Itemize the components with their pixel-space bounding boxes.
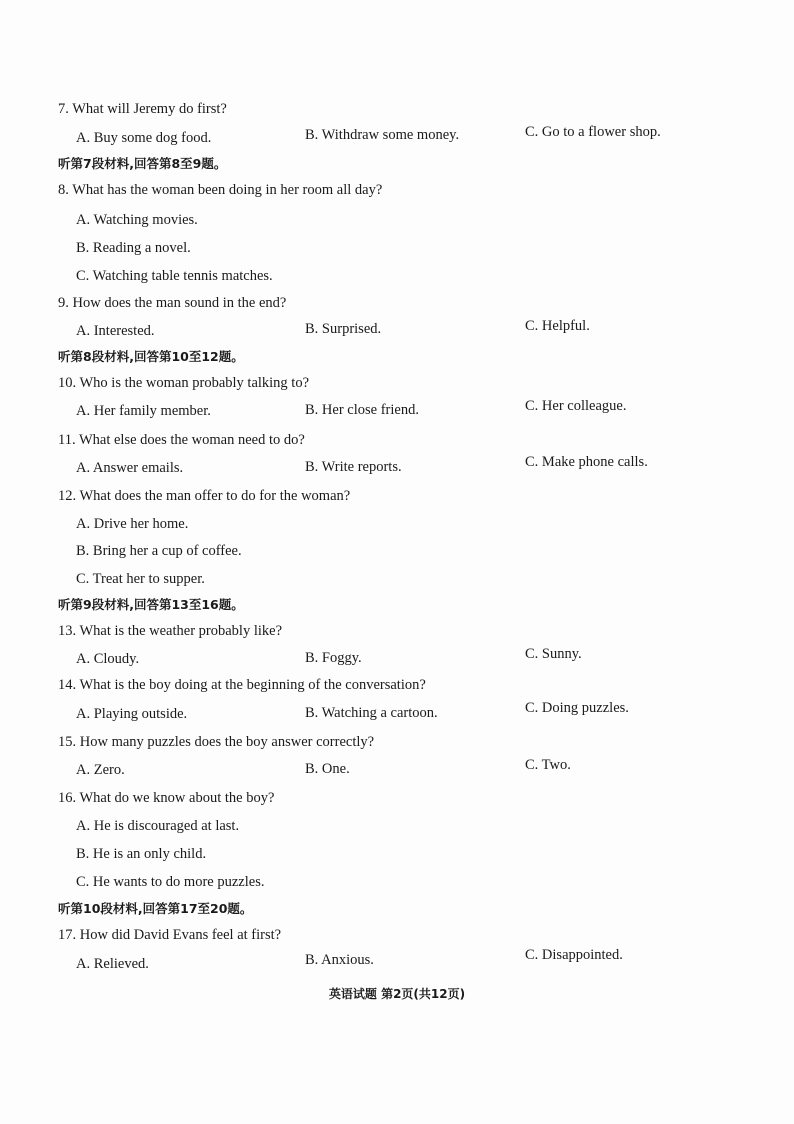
question-10-option-c: C. Her colleague. [525,398,627,414]
question-12-option-c: C. Treat her to supper. [76,571,205,587]
question-11-option-c: C. Make phone calls. [525,454,648,470]
section-header-8: 听第8段材料,回答第10至12题。 [58,349,244,364]
question-16-option-a: A. He is discouraged at last. [76,818,240,834]
question-10-option-b: B. Her close friend. [305,402,419,418]
question-16-stem: 16. What do we know about the boy? [58,790,275,806]
question-17-stem: 17. How did David Evans feel at first? [58,927,282,943]
question-13-option-b: B. Foggy. [305,650,362,666]
question-13-stem: 13. What is the weather probably like? [58,623,283,639]
question-7-option-c: C. Go to a flower shop. [525,124,661,140]
question-9-option-b: B. Surprised. [305,321,382,337]
question-9-option-c: C. Helpful. [525,318,590,334]
question-17-option-c: C. Disappointed. [525,947,623,963]
question-14-stem: 14. What is the boy doing at the beginning of the conversation? [58,677,426,693]
question-12-option-b: B. Bring her a cup of coffee. [76,543,242,559]
question-16-option-c: C. He wants to do more puzzles. [76,874,265,890]
question-11-option-a: A. Answer emails. [76,460,184,476]
page-footer: 英语试题 第2页(共12页) [328,987,466,1001]
question-17-option-b: B. Anxious. [305,952,374,968]
question-7-option-b: B. Withdraw some money. [305,127,460,143]
question-9-stem: 9. How does the man sound in the end? [58,295,287,311]
question-11-option-b: B. Write reports. [305,459,402,475]
section-header-7: 听第7段材料,回答第8至9题。 [58,156,227,171]
question-9-option-a: A. Interested. [76,323,155,339]
question-7-option-a: A. Buy some dog food. [76,130,212,146]
section-header-9: 听第9段材料,回答第13至16题。 [58,597,244,612]
section-header-10: 听第10段材料,回答第17至20题。 [58,901,253,916]
question-15-option-a: A. Zero. [76,762,125,778]
question-8-option-c: C. Watching table tennis matches. [76,268,273,284]
question-8-option-b: B. Reading a novel. [76,240,191,256]
question-8-option-a: A. Watching movies. [76,212,198,228]
question-13-option-c: C. Sunny. [525,646,582,662]
question-14-option-a: A. Playing outside. [76,706,188,722]
question-15-option-c: C. Two. [525,757,571,773]
question-10-option-a: A. Her family member. [76,403,211,419]
question-15-stem: 15. How many puzzles does the boy answer correctly? [58,734,375,750]
question-10-stem: 10. Who is the woman probably talking to? [58,375,310,391]
question-12-stem: 12. What does the man offer to do for the woman? [58,488,351,504]
question-17-option-a: A. Relieved. [76,956,149,972]
question-14-option-b: B. Watching a cartoon. [305,705,438,721]
question-15-option-b: B. One. [305,761,350,777]
question-8-stem: 8. What has the woman been doing in her room all day? [58,182,383,198]
question-11-stem: 11. What else does the woman need to do? [58,432,305,448]
question-14-option-c: C. Doing puzzles. [525,700,629,716]
question-13-option-a: A. Cloudy. [76,651,140,667]
question-16-option-b: B. He is an only child. [76,846,207,862]
question-12-option-a: A. Drive her home. [76,516,189,532]
question-7-stem: 7. What will Jeremy do first? [58,101,227,117]
